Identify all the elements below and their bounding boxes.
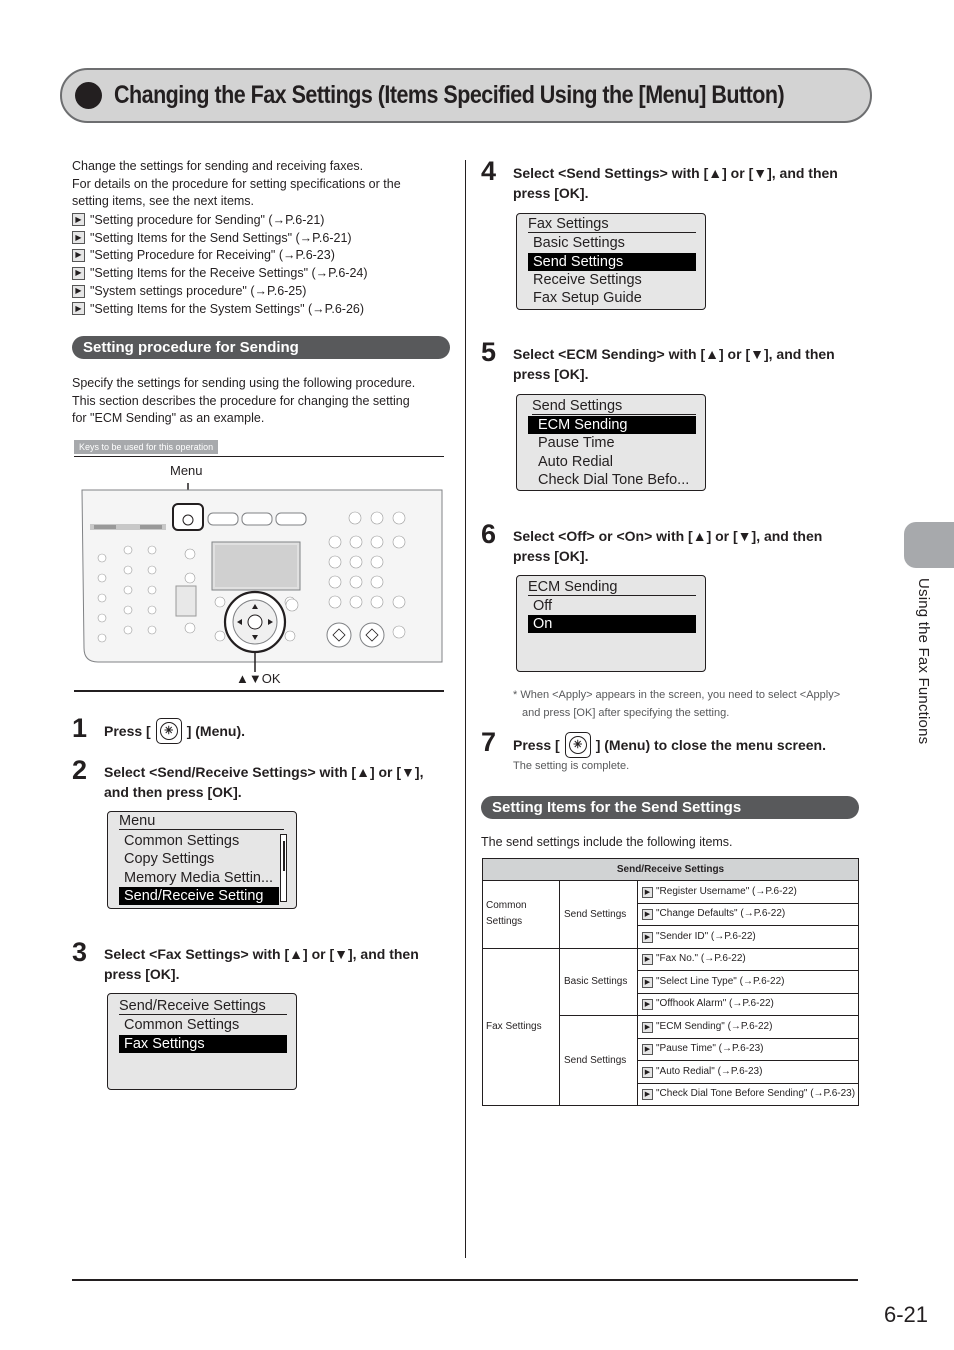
arrow-right-icon: ▶ xyxy=(642,954,653,965)
page-title: Changing the Fax Settings (Items Specified Using the [Menu] Button) xyxy=(114,81,785,109)
section-heading-sending: Setting procedure for Sending xyxy=(72,336,450,359)
table-row[interactable]: ▶ "Fax No." (→P.6-22) xyxy=(638,948,859,971)
step-4-text: Select <Send Settings> with [▲] or [▼], and then press [OK]. xyxy=(513,165,838,201)
arrow-right-icon: ▶ xyxy=(72,231,85,244)
lcd-item: Common Settings xyxy=(124,833,240,849)
lcd-item-selected: ECM Sending xyxy=(528,416,696,434)
footer-divider xyxy=(72,1279,858,1281)
lcd-item: Off xyxy=(533,598,553,614)
footnote: * When <Apply> appears in the screen, you need to select <Apply> and press [OK] after specifying the setting. xyxy=(513,689,841,719)
lcd-item: Memory Media Settin... xyxy=(124,870,274,886)
ref-link[interactable]: ▶ "Setting Items for the Send Settings" (→P.6-21) xyxy=(72,229,457,247)
lcd-item: Fax Setup Guide xyxy=(533,290,642,306)
table-subgroup-cell: Send Settings xyxy=(560,881,638,949)
section2-intro: The send settings include the following items. xyxy=(481,835,733,849)
step-number: 6 xyxy=(481,519,497,549)
section-heading-send-settings: Setting Items for the Send Settings xyxy=(481,796,859,819)
bullet-icon xyxy=(75,82,102,109)
lcd-screen-send-receive xyxy=(107,993,297,1090)
arrow-right-icon: ▶ xyxy=(642,1044,653,1055)
step-3-text: Select <Fax Settings> with [▲] or [▼], and then press [OK]. xyxy=(104,946,419,982)
arrow-right-icon: ▶ xyxy=(642,932,653,943)
step-number: 4 xyxy=(481,156,497,186)
lcd-screen-ecm-sending xyxy=(516,575,706,672)
send-settings-table xyxy=(482,858,859,1106)
lcd-item-selected: Send/Receive Setting xyxy=(119,887,279,905)
lcd-title: Send Settings xyxy=(532,397,696,415)
intro-ref-list xyxy=(72,211,457,318)
arrow-right-icon: ▶ xyxy=(642,999,653,1010)
step-6-text: Select <Off> or <On> with [▲] or [▼], and then press [OK]. xyxy=(513,528,823,564)
arrow-right-icon: ▶ xyxy=(642,1022,653,1033)
lcd-screen-fax-settings xyxy=(516,213,706,310)
divider xyxy=(74,690,444,692)
lcd-item: Check Dial Tone Befo... xyxy=(538,472,690,488)
lcd-title: Menu xyxy=(119,812,284,830)
table-subgroup-cell: Send Settings xyxy=(560,1016,638,1106)
table-subgroup-cell: Basic Settings xyxy=(560,948,638,1016)
step-2-text: Select <Send/Receive Settings> with [▲] or [▼], and then press [OK]. xyxy=(104,764,424,800)
table-row[interactable]: ▶ "Pause Time" (→P.6-23) xyxy=(638,1038,859,1061)
lcd-item: Basic Settings xyxy=(533,235,625,251)
table-header: Send/Receive Settings xyxy=(483,859,859,881)
step-number: 2 xyxy=(72,755,88,785)
lcd-screen-menu xyxy=(107,811,297,909)
step-number: 7 xyxy=(481,727,497,757)
section1-text: Specify the settings for sending using the following procedure. This section describes the procedure for changing the setting for "ECM Sending" as an example. xyxy=(72,376,416,425)
step-7-note: The setting is complete. xyxy=(513,760,630,772)
lcd-screen-send-settings xyxy=(516,394,706,491)
table-row[interactable]: ▶ "Select Line Type" (→P.6-22) xyxy=(638,971,859,994)
arrow-right-icon: ▶ xyxy=(72,249,85,262)
arrow-right-icon: ▶ xyxy=(642,909,653,920)
page-number: 6-21 xyxy=(884,1302,929,1327)
lcd-item-selected: Send Settings xyxy=(528,253,696,271)
keys-label: Keys to be used for this operation xyxy=(74,440,218,454)
column-divider xyxy=(465,160,466,1258)
ref-link[interactable]: ▶ "System settings procedure" (→P.6-25) xyxy=(72,282,457,300)
table-row[interactable]: ▶ "Check Dial Tone Before Sending" (→P.6-23) xyxy=(638,1083,859,1106)
step-7-text: Press [ ✳ ] (Menu) to close the menu screen. xyxy=(513,732,826,758)
table-row[interactable]: ▶ "Change Defaults" (→P.6-22) xyxy=(638,903,859,926)
title-banner xyxy=(60,68,872,123)
lcd-item-selected: Fax Settings xyxy=(119,1035,287,1053)
arrow-right-icon: ▶ xyxy=(72,302,85,315)
lcd-title: Fax Settings xyxy=(528,215,696,233)
divider xyxy=(74,456,444,457)
arrow-right-icon: ▶ xyxy=(642,1089,653,1100)
step-number: 5 xyxy=(481,337,497,367)
step-number: 3 xyxy=(72,937,88,967)
arrow-right-icon: ▶ xyxy=(72,267,85,280)
lcd-item: Receive Settings xyxy=(533,272,642,288)
ref-link[interactable]: ▶ "Setting Items for the Receive Settings" (→P.6-24) xyxy=(72,264,457,282)
step-1-text: Press [ ✳ ] (Menu). xyxy=(104,718,245,744)
table-row[interactable]: ▶ "ECM Sending" (→P.6-22) xyxy=(638,1016,859,1039)
table-row[interactable]: ▶ "Sender ID" (→P.6-22) xyxy=(638,926,859,949)
lcd-item-selected: On xyxy=(528,615,696,633)
intro-text: Change the settings for sending and receiving faxes. For details on the procedure for setting specifications or the setting items, see the next items. xyxy=(72,159,401,208)
lcd-title: Send/Receive Settings xyxy=(119,997,287,1015)
lcd-item: Pause Time xyxy=(538,435,615,451)
ref-link[interactable]: ▶ "Setting Items for the System Settings" (→P.6-26) xyxy=(72,300,457,318)
ok-key-label: ▲▼OK xyxy=(236,671,281,686)
lcd-item: Copy Settings xyxy=(124,851,215,867)
ref-link[interactable]: ▶ "Setting Procedure for Receiving" (→P.6-23) xyxy=(72,247,457,265)
arrow-right-icon: ▶ xyxy=(642,887,653,898)
table-row[interactable]: ▶ "Offhook Alarm" (→P.6-22) xyxy=(638,993,859,1016)
menu-key-label: Menu xyxy=(170,463,203,478)
arrow-right-icon: ▶ xyxy=(642,1067,653,1078)
control-panel-illustration xyxy=(80,480,445,685)
arrow-right-icon: ▶ xyxy=(72,213,85,226)
step-5-text: Select <ECM Sending> with [▲] or [▼], and then press [OK]. xyxy=(513,346,835,382)
table-group-cell: Common Settings xyxy=(483,881,560,949)
arrow-right-icon: ▶ xyxy=(72,285,85,298)
lcd-title: ECM Sending xyxy=(528,578,696,596)
table-group-cell: Fax Settings xyxy=(483,948,560,1106)
step-number: 1 xyxy=(72,713,88,743)
menu-button-icon: ✳ xyxy=(156,718,182,744)
table-row[interactable]: ▶ "Auto Redial" (→P.6-23) xyxy=(638,1061,859,1084)
arrow-right-icon: ▶ xyxy=(642,977,653,988)
table-row[interactable]: ▶ "Register Username" (→P.6-22) xyxy=(638,881,859,904)
chapter-tab-label: Using the Fax Functions xyxy=(915,578,932,745)
scrollbar xyxy=(280,834,287,902)
lcd-item: Common Settings xyxy=(124,1017,240,1033)
chapter-tab xyxy=(904,522,954,568)
lcd-item: Auto Redial xyxy=(538,454,613,470)
menu-button-icon: ✳ xyxy=(565,732,591,758)
ref-link[interactable]: ▶ "Setting procedure for Sending" (→P.6-21) xyxy=(72,211,457,229)
